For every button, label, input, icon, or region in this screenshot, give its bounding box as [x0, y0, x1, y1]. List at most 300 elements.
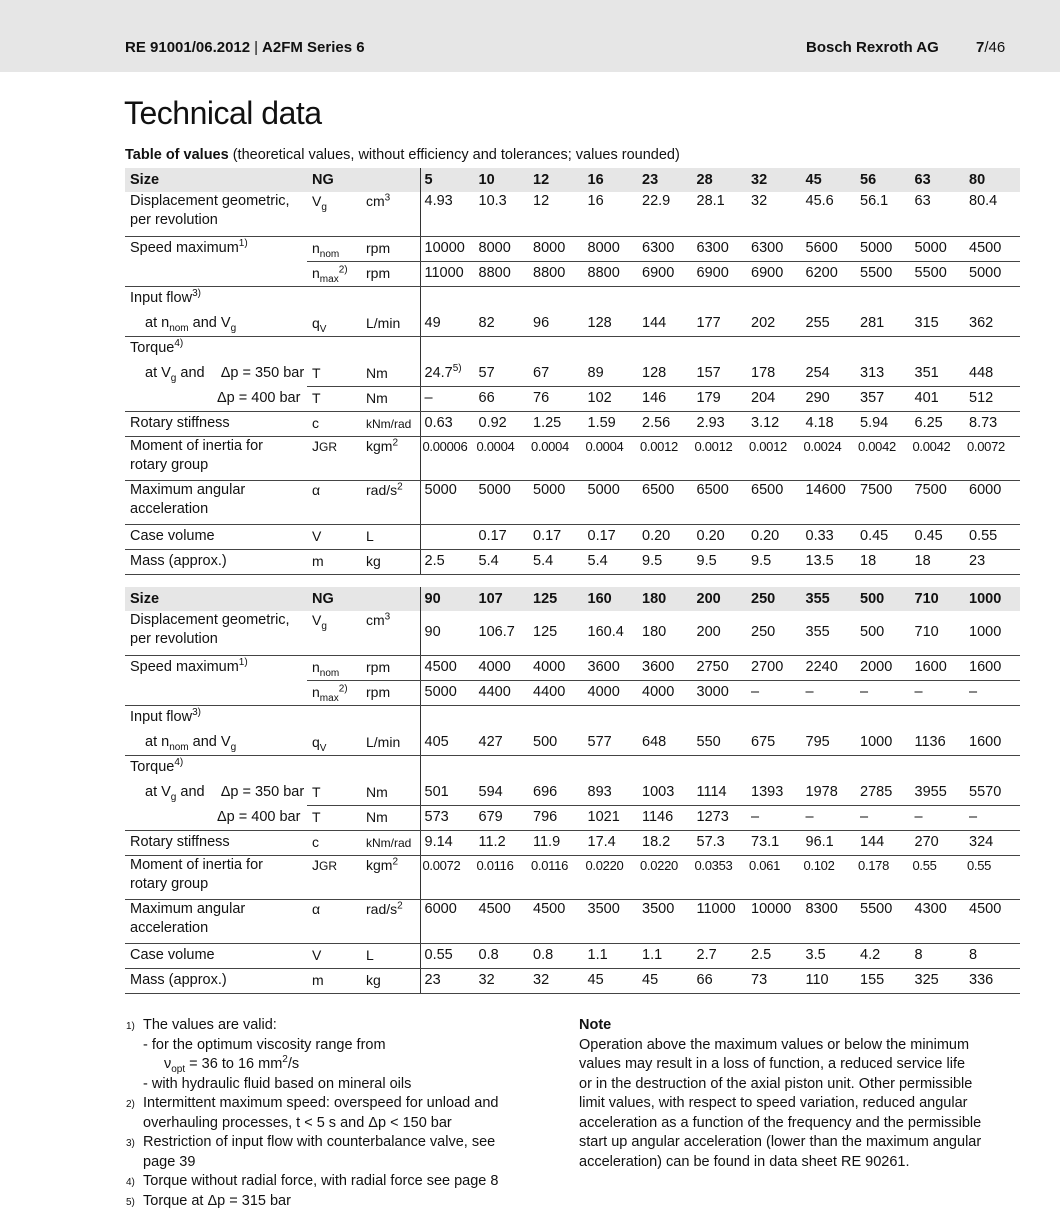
label: c [312, 415, 319, 431]
value-cell: – [802, 805, 857, 830]
value-cell: 1146 [638, 805, 693, 830]
value-cell: 6300 [747, 236, 802, 261]
value-cell: 8 [911, 943, 966, 968]
value-cell: 5600 [802, 236, 857, 261]
value-cell: 0.0024 [802, 436, 857, 480]
label: Nm [366, 390, 388, 406]
value-cell: 1.59 [584, 411, 639, 436]
size-label: Size [130, 171, 160, 188]
value-cell: 7500 [856, 480, 911, 524]
value-cell: 3955 [911, 780, 966, 805]
value-cell: 32 [475, 968, 530, 993]
value-cell: 0.45 [856, 524, 911, 549]
value-cell: 4500 [965, 899, 1020, 943]
torque-350-row: at $V_g$ and Δp = 350 bar T Nm 501 594 696 893 1003 1114 1393 1978 2785 3955 5570 [125, 780, 1020, 805]
value-cell: 4.2 [856, 943, 911, 968]
value-cell: 1003 [638, 780, 693, 805]
label: Mass (approx.) [130, 972, 227, 988]
value-cell: 6200 [802, 261, 857, 286]
technical-data-table-1 [125, 168, 1020, 575]
label: at V [145, 365, 171, 381]
value-cell: 3600 [638, 655, 693, 680]
label: α [312, 900, 321, 917]
value-cell: 315 [911, 311, 966, 336]
value-cell: 17.4 [584, 830, 639, 855]
label: Nm [366, 783, 388, 800]
label: Displacement geometric, [130, 193, 290, 209]
value-cell: 10.3 [475, 192, 530, 236]
value-cell: 351 [911, 361, 966, 386]
value-cell: 4500 [475, 899, 530, 943]
value-cell: 8800 [475, 261, 530, 286]
value-cell: 56 [856, 168, 911, 192]
value-cell: 5000 [911, 236, 966, 261]
page-title: Technical data [124, 95, 322, 131]
value-cell: 11.9 [529, 830, 584, 855]
label: J [312, 437, 319, 454]
value-cell: 28.1 [693, 192, 748, 236]
label: Input flow [130, 709, 193, 726]
value-cell: 160.4 [584, 611, 639, 655]
value-cell: 9.5 [693, 549, 748, 574]
value-cell: 2785 [856, 780, 911, 805]
value-cell: 157 [693, 361, 748, 386]
value-cell: 200 [693, 587, 748, 611]
value-cell: 4000 [529, 655, 584, 680]
label: Torque [130, 340, 175, 357]
size-row [125, 168, 1020, 192]
value-cell [420, 524, 475, 549]
label: V [312, 528, 322, 544]
value-cell: 90 [420, 611, 475, 655]
value-cell: 178 [747, 361, 802, 386]
value-cell: 6900 [693, 261, 748, 286]
value-cell: 5500 [911, 261, 966, 286]
value-cell: 0.20 [638, 524, 693, 549]
value-cell: 0.102 [802, 855, 857, 899]
value-cell: 2.56 [638, 411, 693, 436]
value-cell: 23 [638, 168, 693, 192]
value-cell: 500 [856, 611, 911, 655]
value-cell: 66 [475, 386, 530, 411]
value-cell: 63 [911, 192, 966, 236]
value-cell: 0.0072 [965, 436, 1020, 480]
label: rpm [366, 265, 391, 281]
value-cell: 0.8 [475, 943, 530, 968]
value-cell: 550 [693, 730, 748, 755]
value-cell: 3.12 [747, 411, 802, 436]
value-cell: 5500 [856, 261, 911, 286]
label: q [312, 733, 320, 750]
value-cell: 0.0116 [529, 855, 584, 899]
value-cell: 110 [802, 968, 857, 993]
label: cm [366, 612, 385, 628]
value-cell: 5000 [475, 480, 530, 524]
value-cell: 8000 [584, 236, 639, 261]
note-line: or in the destruction of the axial piston unit. Other permissible [579, 1075, 973, 1092]
label: Mass (approx.) [130, 553, 227, 569]
value-cell: 0.8 [529, 943, 584, 968]
label: kg [366, 972, 381, 988]
value-cell: 0.55 [420, 943, 475, 968]
label: rad/s [366, 481, 398, 498]
value-cell: 107 [475, 587, 530, 611]
value-cell: 177 [693, 311, 748, 336]
series-name: A2FM Series 6 [262, 39, 365, 56]
value-cell: 128 [584, 311, 639, 336]
label: Δp = 350 bar [220, 784, 305, 800]
value-cell: 80 [965, 168, 1020, 192]
value-cell: 4500 [420, 655, 475, 680]
value-cell: 49 [420, 311, 475, 336]
header-company: Bosch Rexroth AG [806, 39, 939, 56]
value-cell: 1000 [965, 587, 1020, 611]
value-cell: 96 [529, 311, 584, 336]
value-cell: 90 [420, 587, 475, 611]
value-cell: 4000 [638, 680, 693, 705]
input-flow-heading-row: Input flow$^{3)}$ [125, 705, 1020, 730]
torque-heading-row: Torque$^{4)}$ [125, 336, 1020, 361]
label: kgm [366, 856, 393, 873]
value-cell: 6500 [693, 480, 748, 524]
footnote-3: 3) Restriction of input flow with counterbalance valve, see [126, 1134, 496, 1150]
technical-data-table-2 [125, 587, 1020, 994]
value-cell: 1600 [911, 655, 966, 680]
value-cell: 4000 [584, 680, 639, 705]
value-cell: 10000 [420, 236, 475, 261]
label: rad/s [366, 900, 398, 917]
value-cell: 18 [856, 549, 911, 574]
value-cell: 8 [965, 943, 1020, 968]
value-cell: 5.4 [529, 549, 584, 574]
label: rotary group [130, 875, 209, 892]
value-cell: 325 [911, 968, 966, 993]
inertia-row: Moment of inertia for rotary group JGR kgm$^2$ 0.0072 0.0116 0.0116 0.0220 0.0220 0.0353 0.061 0.102 0.178 0.55 0.55 [125, 855, 1020, 899]
footnote-1: 1) The values are valid: [126, 1017, 277, 1033]
value-cell: 28 [693, 168, 748, 192]
value-cell: 0.0220 [584, 855, 639, 899]
value-cell: 57 [475, 361, 530, 386]
value-cell: 1.25 [529, 411, 584, 436]
value-cell: 18 [911, 549, 966, 574]
label: Speed maximum [130, 659, 239, 676]
value-cell: 795 [802, 730, 857, 755]
note-line: acceleration) can be found in data sheet RE 90261. [579, 1153, 910, 1170]
label: T [312, 809, 321, 825]
label: at n [145, 314, 170, 331]
displacement-row: Displacement geometric, per revolution $V_g$ $cm^3$ 90 106.7 125 160.4 180 200 250 355 500 710 1000 [125, 611, 1020, 655]
torque-400-row [125, 805, 1020, 830]
value-cell: 5500 [856, 899, 911, 943]
value-cell: 710 [911, 587, 966, 611]
label: q [312, 314, 320, 331]
value-cell: 0.0072 [420, 855, 475, 899]
value-cell: 0.17 [529, 524, 584, 549]
value-cell: 8000 [529, 236, 584, 261]
ng-label: NG [312, 171, 334, 188]
value-cell: 0.20 [747, 524, 802, 549]
value-cell: 427 [475, 730, 530, 755]
value-cell: 4500 [529, 899, 584, 943]
value-cell: 9.14 [420, 830, 475, 855]
value-cell: 3000 [693, 680, 748, 705]
value-cell: 180 [638, 587, 693, 611]
note-line: acceleration as a function of the frequency and the permissible [579, 1114, 982, 1131]
stiffness-row: Rotary stiffness c kNm/rad 9.14 11.2 11.9 17.4 18.2 57.3 73.1 96.1 144 270 324 [125, 830, 1020, 855]
value-cell: 144 [638, 311, 693, 336]
label: Case volume [130, 528, 215, 544]
case-volume-row [125, 524, 1020, 549]
label: rotary group [130, 456, 209, 473]
displacement-row: Displacement geometric, per revolution $V_g$ $cm^3$ 4.93 10.3 12 16 22.9 28.1 32 45.6 56.1 63 80.4 [125, 192, 1020, 236]
value-cell: 22.9 [638, 192, 693, 236]
value-cell: 573 [420, 805, 475, 830]
value-cell: 12 [529, 168, 584, 192]
value-cell: 89 [584, 361, 639, 386]
value-cell: 45 [802, 168, 857, 192]
value-cell: 155 [856, 968, 911, 993]
label: per revolution [130, 631, 218, 647]
value-cell: 6900 [638, 261, 693, 286]
value-cell: 63 [911, 168, 966, 192]
label: V [312, 193, 322, 209]
value-cell: 3500 [584, 899, 639, 943]
value-cell: 290 [802, 386, 857, 411]
value-cell: 2000 [856, 655, 911, 680]
mass-row [125, 549, 1020, 574]
value-cell: 0.0353 [693, 855, 748, 899]
page-header [0, 0, 1060, 72]
value-cell: 2240 [802, 655, 857, 680]
value-cell: – [856, 805, 911, 830]
footnotes: 1) The values are valid: - for the optimum viscosity range from $\nu_{opt} = 36$ to 16 $mm^2/s$ - with hydraulic fluid based on mineral oils 2) Intermittent maximum speed: overspeed for unload and overhauling processes, t < 5 s and Δp < 150 bar 3) Restriction of input flow with counterbalance valve, see page 39 4) Torque without radial force, with radial force see page 8 5) Torque at Δp = 315 bar [126, 1016, 546, 1211]
value-cell: 82 [475, 311, 530, 336]
value-cell: 254 [802, 361, 857, 386]
footnote-2: 2) Intermittent maximum speed: overspeed for unload and [126, 1095, 499, 1111]
value-cell: – [911, 680, 966, 705]
label: n [312, 265, 320, 281]
value-cell: 1393 [747, 780, 802, 805]
value-cell: 5000 [420, 480, 475, 524]
label: L/min [366, 733, 401, 750]
value-cell: 893 [584, 780, 639, 805]
value-cell: 1600 [965, 655, 1020, 680]
note-title: Note [579, 1017, 612, 1033]
case-volume-row [125, 943, 1020, 968]
value-cell: 18.2 [638, 830, 693, 855]
label: Maximum angular [130, 481, 246, 498]
input-flow-row: at $n_{nom}$ and $V_g$ $q_V$ L/min 405 427 500 577 648 550 675 795 1000 1136 1600 [125, 730, 1020, 755]
value-cell: 648 [638, 730, 693, 755]
value-cell: 106.7 [475, 611, 530, 655]
value-cell: 512 [965, 386, 1020, 411]
value-cell: 0.0220 [638, 855, 693, 899]
value-cell: 0.0004 [584, 436, 639, 480]
label: J [312, 856, 319, 873]
value-cell: 204 [747, 386, 802, 411]
value-cell: 5.4 [584, 549, 639, 574]
value-cell: 355 [802, 587, 857, 611]
label: T [312, 364, 321, 381]
acceleration-row: Maximum angular acceleration α rad/$s^2$ 6000 4500 4500 3500 3500 11000 10000 8300 5500 4300 4500 [125, 899, 1020, 943]
value-cell: 5.94 [856, 411, 911, 436]
value-cell: 362 [965, 311, 1020, 336]
note-box [579, 1016, 1019, 1172]
value-cell: 6300 [638, 236, 693, 261]
value-cell: 10000 [747, 899, 802, 943]
value-cell: 5000 [856, 236, 911, 261]
value-cell: 501 [420, 780, 475, 805]
label: kgm [366, 437, 393, 454]
torque-350-row: at $V_g$ and Δp = 350 bar T Nm 24.7$^{5)}$ 57 67 89 128 157 178 254 313 351 448 [125, 361, 1020, 386]
value-cell: 8300 [802, 899, 857, 943]
label: n [312, 240, 320, 256]
mass-row [125, 968, 1020, 993]
label: Rotary stiffness [130, 415, 230, 431]
value-cell: 5000 [420, 680, 475, 705]
label: rpm [366, 240, 391, 256]
value-cell: 357 [856, 386, 911, 411]
value-cell: 0.17 [475, 524, 530, 549]
value-cell: 1.1 [584, 943, 639, 968]
value-cell: 270 [911, 830, 966, 855]
value-cell: 45 [584, 968, 639, 993]
value-cell: 1114 [693, 780, 748, 805]
label: acceleration [130, 919, 209, 936]
value-cell: 2.93 [693, 411, 748, 436]
value-cell: 73.1 [747, 830, 802, 855]
value-cell: 128 [638, 361, 693, 386]
value-cell: 4500 [965, 236, 1020, 261]
value-cell: 16 [584, 192, 639, 236]
value-cell: 102 [584, 386, 639, 411]
header-page-number: 7/46 [976, 39, 1006, 56]
value-cell: 8.73 [965, 411, 1020, 436]
value-cell: 500 [856, 587, 911, 611]
label: n [312, 659, 320, 675]
footnote-5: 5) Torque at Δp = 315 bar [126, 1192, 291, 1209]
value-cell: 0.45 [911, 524, 966, 549]
value-cell: 0.63 [420, 411, 475, 436]
label: Nm [366, 809, 388, 825]
table-caption: Table of values (theoretical values, without efficiency and tolerances; values rounded) [125, 147, 680, 163]
value-cell: 200 [693, 611, 748, 655]
label: Speed maximum [130, 240, 239, 257]
note-line: Operation above the maximum values or below the minimum [579, 1036, 970, 1053]
value-cell: 6.25 [911, 411, 966, 436]
value-cell: 67 [529, 361, 584, 386]
value-cell: 179 [693, 386, 748, 411]
value-cell: 4.93 [420, 192, 475, 236]
torque-400-row [125, 386, 1020, 411]
label: Input flow [130, 290, 193, 307]
value-cell: 8800 [584, 261, 639, 286]
value-cell: 6500 [747, 480, 802, 524]
value-cell: 57.3 [693, 830, 748, 855]
value-cell: 16 [584, 168, 639, 192]
value-cell: 66 [693, 968, 748, 993]
value-cell: 73 [747, 968, 802, 993]
ng-label: NG [312, 590, 334, 607]
value-cell: 255 [802, 311, 857, 336]
value-cell: 0.0042 [911, 436, 966, 480]
value-cell: 76 [529, 386, 584, 411]
value-cell: 0.55 [965, 524, 1020, 549]
value-cell: 13.5 [802, 549, 857, 574]
value-cell: 0.17 [584, 524, 639, 549]
value-cell: 80.4 [965, 192, 1020, 236]
value-cell: 594 [475, 780, 530, 805]
label: kg [366, 553, 381, 569]
value-cell: 324 [965, 830, 1020, 855]
value-cell: 0.0004 [475, 436, 530, 480]
doc-ref: RE 91001/06.2012 [125, 39, 251, 56]
value-cell: 11000 [420, 261, 475, 286]
label: V [312, 947, 322, 963]
value-cell: 45.6 [802, 192, 857, 236]
value-cell: 5570 [965, 780, 1020, 805]
label: Moment of inertia for [130, 856, 263, 873]
label: and [176, 784, 205, 800]
value-cell: 4300 [911, 899, 966, 943]
label: Δp = 350 bar [220, 365, 305, 381]
value-cell: 696 [529, 780, 584, 805]
value-cell: 3600 [584, 655, 639, 680]
value-cell: 23 [420, 968, 475, 993]
value-cell: 710 [911, 611, 966, 655]
header-document-reference: RE 91001/06.2012 | A2FM Series 6 [125, 39, 365, 56]
value-cell: 355 [802, 611, 857, 655]
speed-max-row: $n_{max}^{2)}$ rpm 5000 4400 4400 4000 4000 3000 – – – – – [125, 680, 1020, 705]
note-line: limit values, with respect to speed variation, reduced angular [579, 1095, 968, 1111]
value-cell: – [965, 805, 1020, 830]
speed-max-row: $n_{max}^{2)}$ rpm 11000 8800 8800 8800 6900 6900 6900 6200 5500 5500 5000 [125, 261, 1020, 286]
value-cell: 23 [965, 549, 1020, 574]
value-cell: 45 [638, 968, 693, 993]
value-cell: 12 [529, 192, 584, 236]
acceleration-row: Maximum angular acceleration α rad/$s^2$ 5000 5000 5000 5000 6500 6500 6500 14600 7500 7500 6000 [125, 480, 1020, 524]
value-cell: 0.0012 [693, 436, 748, 480]
value-cell: 405 [420, 730, 475, 755]
label: rpm [366, 684, 391, 700]
inertia-row: Moment of inertia for rotary group JGR kgm$^2$ 0.00006 0.0004 0.0004 0.0004 0.0012 0.0012 0.0012 0.0024 0.0042 0.0042 0.0072 [125, 436, 1020, 480]
label: per revolution [130, 212, 218, 228]
value-cell: 250 [747, 611, 802, 655]
value-cell: 9.5 [638, 549, 693, 574]
label: V [312, 612, 322, 628]
value-cell: 0.061 [747, 855, 802, 899]
value-cell: 6000 [965, 480, 1020, 524]
value-cell: 281 [856, 311, 911, 336]
label: Torque [130, 759, 175, 776]
value-cell: – [802, 680, 857, 705]
value-cell: 0.33 [802, 524, 857, 549]
value-cell: – [856, 680, 911, 705]
value-cell: 1.1 [638, 943, 693, 968]
value-cell: 8800 [529, 261, 584, 286]
value-cell: 1273 [693, 805, 748, 830]
value-cell: 500 [529, 730, 584, 755]
label: m [312, 972, 324, 988]
value-cell: 0.0116 [475, 855, 530, 899]
value-cell: 202 [747, 311, 802, 336]
value-cell: – [420, 386, 475, 411]
value-cell: 0.0042 [856, 436, 911, 480]
value-cell: 144 [856, 830, 911, 855]
speed-nom-row: Speed maximum$^{1)}$ $n_{nom}$ rpm 10000 8000 8000 8000 6300 6300 6300 5600 5000 5000 4500 [125, 236, 1020, 261]
value-cell: 125 [529, 611, 584, 655]
value-cell: 0.55 [965, 855, 1020, 899]
